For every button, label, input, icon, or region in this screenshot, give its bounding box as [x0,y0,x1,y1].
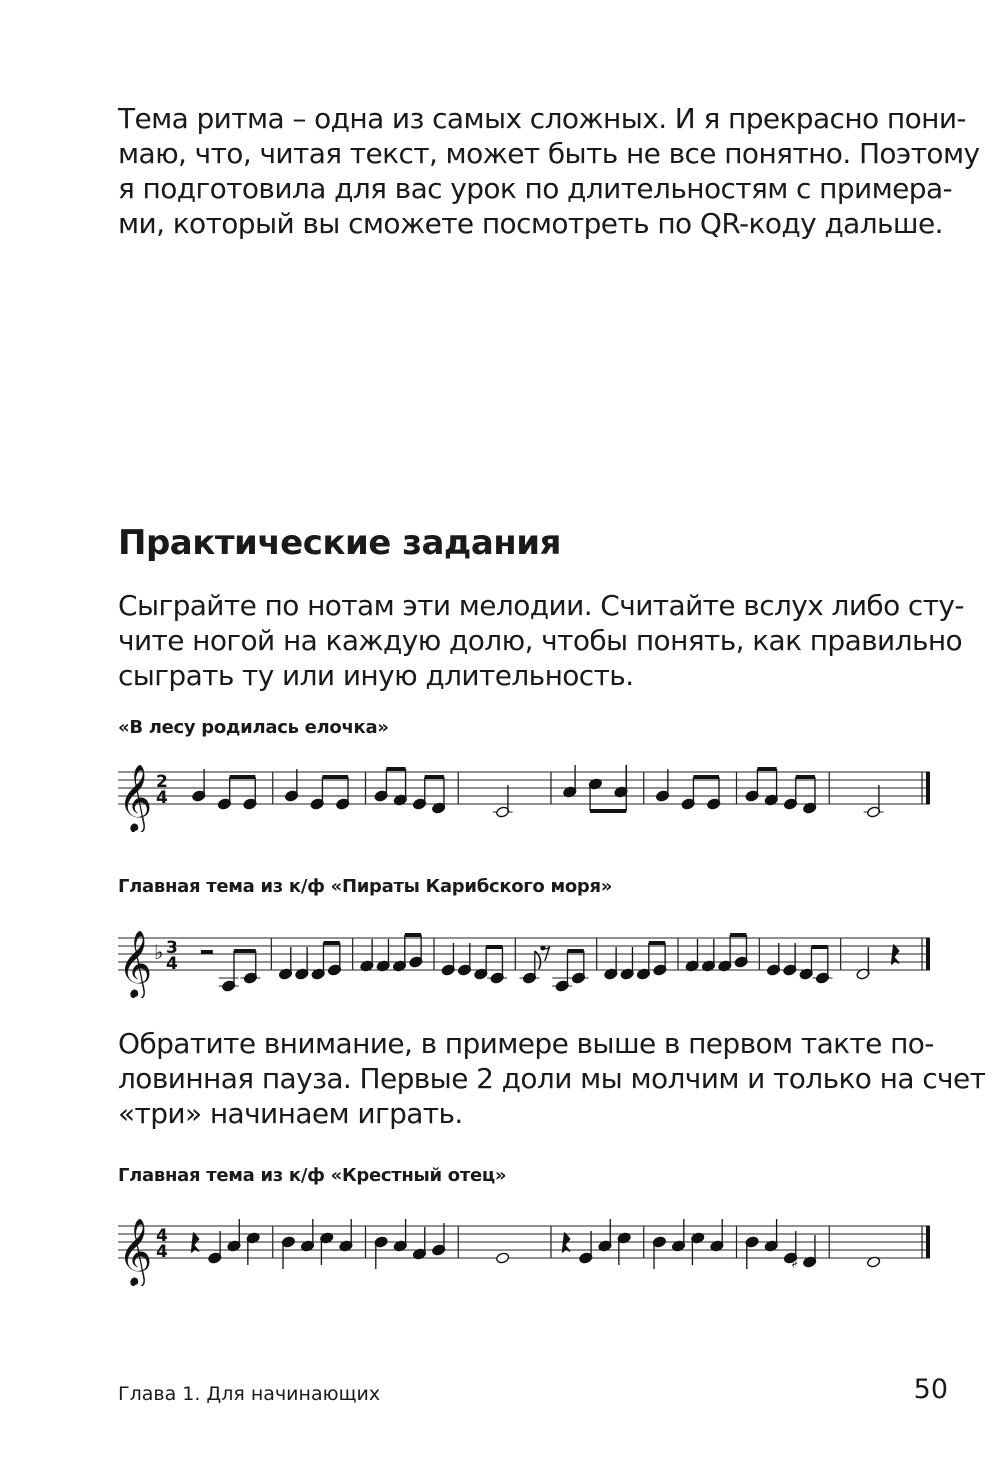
intro-line: я подготовила для вас урок по длительностям с примера- [118,172,953,205]
time-signature-bottom: 4 [156,788,168,808]
flat-sign: ♭ [154,940,164,964]
whole-note [496,1252,510,1264]
intro-line: ми, который вы сможете посмотреть по QR-коду дальше. [118,207,943,240]
task-line: Сыграйте по нотам эти мелодии. Считайте вслух либо сту- [118,589,964,622]
time-signature-bottom: 4 [156,1242,168,1262]
chapter-footer: Глава 1. Для начинающих [118,1383,381,1405]
melody-title-3: Главная тема из к/ф «Крестный отец» [118,1165,507,1186]
melody-title-2: Главная тема из к/ф «Пираты Карибского моря» [118,876,613,897]
note-line: Обратите внимание, в примере выше в первом такте по- [118,1027,934,1060]
treble-clef: 𝄞 [118,1217,153,1285]
treble-clef: 𝄞 [118,929,153,997]
intro-line: Тема ритма – одна из самых сложных. И я прекрасно пони- [118,102,966,135]
time-signature-bottom: 4 [166,954,178,974]
intro-line: маю, что, читая текст, может быть не все понятно. Поэтому [118,137,980,170]
melody-title-1: «В лесу родилась елочка» [118,717,389,738]
treble-clef: 𝄞 [118,763,153,831]
time-signature-top: 3 [166,938,178,958]
final-barline-thick [926,772,930,804]
task-line: сыграть ту или иную длительность. [118,659,634,692]
music-staff-3 [118,1206,948,1286]
sharp-sign: ♯ [790,1253,799,1272]
note-line: ловинная пауза. Первые 2 доли мы молчим и только на счет [118,1062,986,1095]
music-staff-1 [118,752,948,832]
intro-paragraph [118,101,980,241]
final-barline-thick [926,938,930,970]
time-signature-top: 4 [156,1226,168,1246]
final-barline-thick [926,1226,930,1258]
note-line: «три» начинаем играть. [118,1097,463,1130]
time-signature-top: 2 [156,772,168,792]
section-heading: Практические задания [118,523,561,563]
half-rest [201,950,213,954]
music-staff-2 [118,918,948,998]
task-paragraph [118,588,964,693]
note-paragraph [118,1026,986,1131]
page-number: 50 [913,1374,948,1405]
task-line: чите ногой на каждую долю, чтобы понять, как правильно [118,624,963,657]
